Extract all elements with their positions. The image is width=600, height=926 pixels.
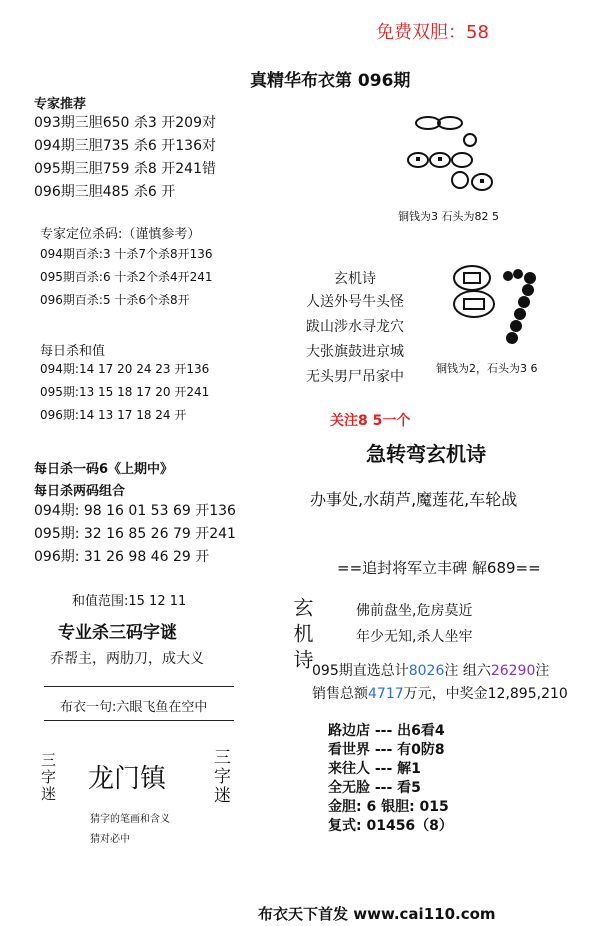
direct-count: 8026: [408, 663, 445, 679]
divider: [44, 720, 234, 721]
list-item: 路边店 --- 出6看4: [328, 723, 445, 739]
list-item: 全无脸 --- 看5: [328, 780, 421, 796]
list-item: 095期:13 15 18 17 20 开241: [40, 385, 210, 399]
coin-chain-illustration: [444, 258, 554, 358]
riddle-hint-1: 猜字的笔画和含义: [90, 814, 170, 825]
list-item: 094期百杀:3 十杀7个杀8开136: [40, 247, 213, 261]
longmen-title: 龙门镇: [88, 764, 167, 794]
riddle3-text: 乔帮主，两肋刀，成大义: [50, 651, 204, 667]
xuanji2-line-1: 佛前盘坐,危房莫近: [356, 603, 473, 619]
buyi-sentence: 布衣一句:六眼飞鱼在空中: [60, 700, 208, 715]
position-kill-list: [40, 243, 213, 312]
total-prefix: 销售总额: [312, 686, 368, 702]
list-item: 095期三胆759 杀8 开241错: [34, 161, 216, 177]
daily-kill-list: [34, 500, 236, 569]
sharp-turn-title: 急转弯玄机诗: [366, 442, 486, 466]
daily-kill-one-heading: 每日杀一码6《上期中》: [34, 462, 174, 477]
riddle-side-right: 三字迷: [210, 748, 230, 805]
expert-heading: 专家推荐: [34, 97, 87, 112]
poem-line: 人送外号牛头怪: [306, 294, 404, 310]
focus-note: 关注8 5一个: [330, 413, 411, 429]
list-item: 094期: 98 16 01 53 69 开136: [34, 503, 236, 519]
list-item: 093期三胆650 杀3 开209对: [34, 115, 216, 131]
coin1-caption: 铜钱为3 石头为82 5: [398, 210, 499, 223]
footer: 布衣天下首发 www.cai110.com: [258, 905, 496, 923]
list-item: 096期百杀:5 十杀6个杀8开: [40, 293, 190, 307]
general-banner: ==追封将军立丰碑 解689==: [337, 559, 541, 577]
xuanji-lines: [306, 290, 404, 390]
list-item: 095期: 32 16 85 26 79 开241: [34, 526, 236, 542]
tips-list: [328, 722, 453, 836]
riddle3-heading: 专业杀三码字谜: [58, 623, 177, 643]
position-kill-heading: 专家定位杀码:（谨慎参考）: [40, 227, 201, 242]
sharp-turn-text: 办事处,水葫芦,魔莲花,车轮战: [310, 490, 518, 509]
list-item: 094期三胆735 杀6 开136对: [34, 138, 216, 154]
poem-line: 跋山涉水寻龙穴: [306, 319, 404, 335]
poem-line: 无头男尸吊家中: [306, 369, 404, 385]
coin-stone-illustration: [400, 108, 510, 208]
list-item: 096期: 31 26 98 46 29 开: [34, 549, 210, 565]
group6-count: 26290: [490, 663, 536, 679]
total-amount: 4717: [368, 686, 404, 702]
daily-kill-two-heading: 每日杀两码组合: [34, 484, 126, 499]
riddle-hint-2: 猜对必中: [90, 834, 130, 845]
daily-sum-list: [40, 358, 209, 427]
free-double-banner: 免费双胆：58: [376, 22, 489, 43]
daily-sum-heading: 每日杀和值: [40, 344, 106, 359]
list-item: 094期:14 17 20 24 23 开136: [40, 362, 210, 376]
sum-range: 和值范围:15 12 11: [72, 594, 187, 609]
list-item: 096期三胆485 杀6 开: [34, 184, 176, 200]
sales-line-2: [312, 683, 568, 703]
expert-list: [34, 112, 216, 204]
list-item: 金胆: 6 银胆: 015: [328, 799, 449, 815]
list-item: 来往人 --- 解1: [328, 761, 421, 777]
sales-prefix: 095期直选总计: [312, 663, 409, 679]
list-item: 复式: 01456（8）: [328, 818, 453, 834]
sales-suffix: 注: [535, 663, 550, 679]
riddle-side-left: 三字迷: [39, 752, 57, 803]
page-title: 真精华布衣第 096期: [250, 71, 411, 91]
divider: [44, 686, 234, 687]
xuanji-heading: 玄机诗: [334, 271, 376, 287]
list-item: 096期:14 13 17 18 24 开: [40, 408, 187, 422]
list-item: 看世界 --- 有0防8: [328, 742, 445, 758]
xuanji2-line-2: 年少无知,杀人坐牢: [356, 629, 473, 645]
sales-line-1: [312, 660, 549, 680]
xuanji2-vertical: 玄机诗: [290, 597, 314, 675]
total-suffix: 万元，中奖金12,895,210: [403, 686, 568, 702]
list-item: 095期百杀:6 十杀2个杀4开241: [40, 270, 213, 284]
sales-mid: 注 组六: [444, 663, 491, 679]
coin2-caption: 铜钱为2，石头为3 6: [436, 362, 538, 375]
poem-line: 大张旗鼓进京城: [306, 344, 404, 360]
